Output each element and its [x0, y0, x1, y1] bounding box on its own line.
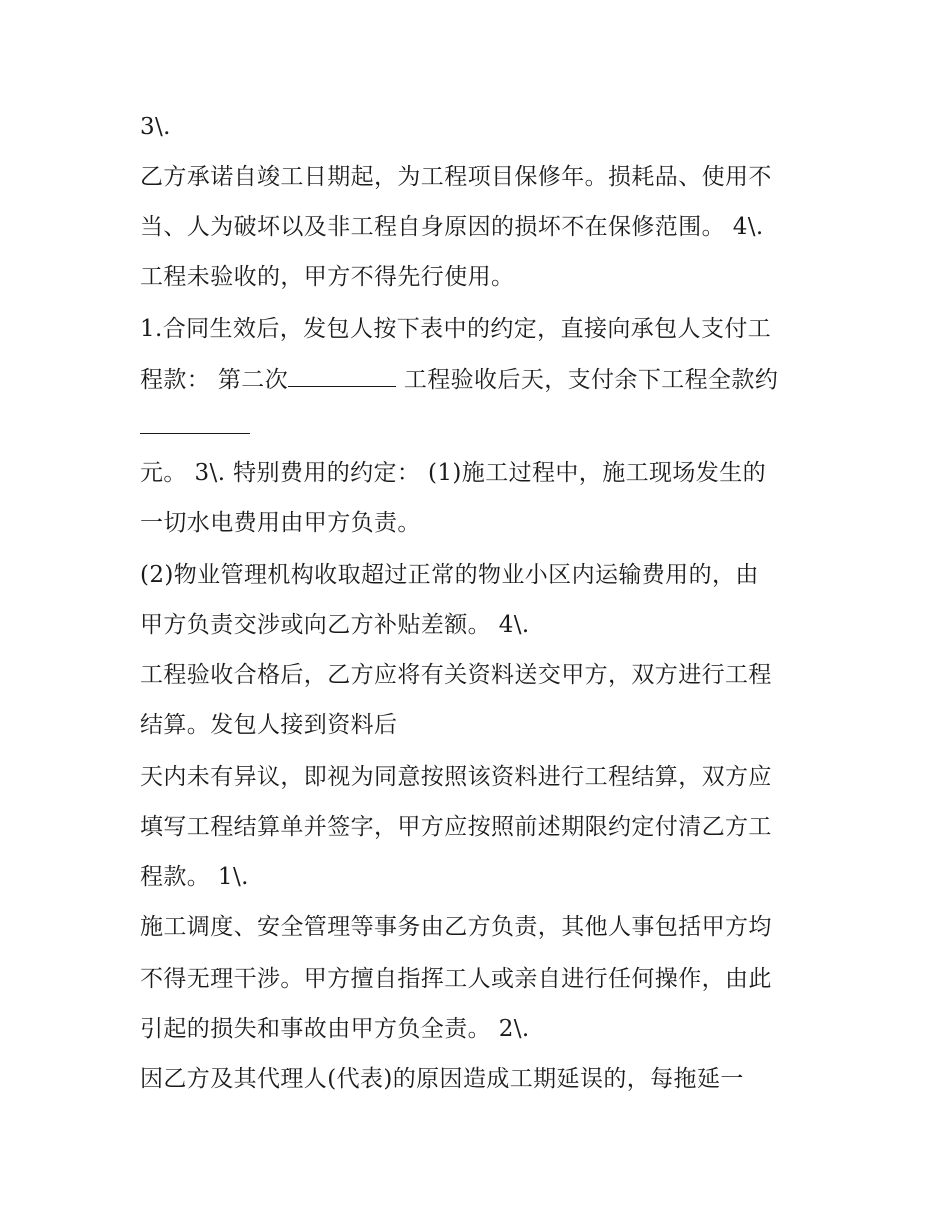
text-segment: 程款： 第二次	[140, 367, 289, 393]
text-line: 甲方负责交涉或向乙方补贴差额。 4\.	[140, 612, 530, 638]
text-line: 元。 3\. 特别费用的约定： (1)施工过程中，施工现场发生的	[140, 460, 767, 486]
fill-in-blank	[140, 432, 250, 434]
text-line: 结算。发包人接到资料后	[140, 712, 398, 738]
text-line: 不得无理干涉。甲方擅自指挥工人或亲自进行任何操作，由此	[140, 966, 772, 992]
fill-in-blank	[288, 364, 396, 387]
text-segment: 工程验收后天，支付余下工程全款约	[396, 367, 779, 393]
text-line: 程款。 1\.	[140, 864, 249, 890]
text-line: 施工调度、安全管理等事务由乙方负责，其他人事包括甲方均	[140, 914, 772, 940]
text-line: 填写工程结算单并签字，甲方应按照前述期限约定付清乙方工	[140, 814, 772, 840]
text-line: 工程验收合格后，乙方应将有关资料送交甲方，双方进行工程	[140, 662, 772, 688]
text-line: 引起的损失和事故由甲方负全责。 2\.	[140, 1016, 530, 1042]
text-line: 乙方承诺自竣工日期起，为工程项目保修年。损耗品、使用不	[140, 164, 772, 190]
text-line: 一切水电费用由甲方负责。	[140, 510, 421, 536]
text-line-with-blank	[140, 364, 778, 395]
text-line: 当、人为破坏以及非工程自身原因的损坏不在保修范围。 4\.	[140, 214, 764, 240]
text-line: 因乙方及其代理人(代表)的原因造成工期延误的，每拖延一	[140, 1066, 744, 1092]
text-line: 3\.	[140, 114, 171, 140]
text-line: 天内未有异议，即视为同意按照该资料进行工程结算，双方应	[140, 764, 772, 790]
text-line: 1.合同生效后，发包人按下表中的约定，直接向承包人支付工	[140, 316, 772, 342]
text-line: 工程未验收的，甲方不得先行使用。	[140, 264, 515, 290]
text-line: (2)物业管理机构收取超过正常的物业小区内运输费用的，由	[140, 562, 759, 588]
